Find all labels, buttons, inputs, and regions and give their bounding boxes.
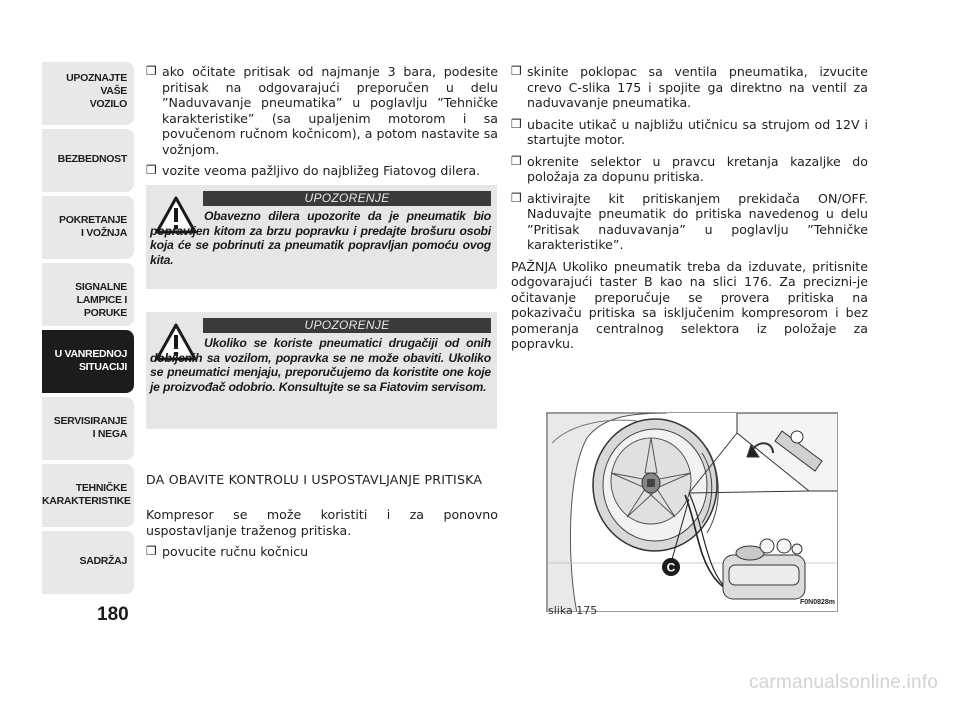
list-item-text: okrenite selektor u pravcu kretanja kazaljke do položaja za dopunu pritiska. [527, 153, 868, 184]
warning-box [146, 312, 497, 429]
tab-signalne-lampice[interactable] [42, 263, 134, 326]
figure-label: C [666, 560, 676, 575]
list-item [146, 163, 498, 179]
tab-label: LAMPICE I PORUKE [76, 294, 127, 319]
section-intro: Kompresor se može koristiti i za ponovno uspostavljanje traženog pritiska. [146, 507, 498, 538]
tab-label: VAŠE [100, 85, 127, 97]
checkbox-bullet-icon: ❒ [511, 153, 522, 168]
warning-text: Ukoliko se koriste pneumatici drugačiji od onih dobijenih sa vozilom, popravka se ne može obaviti. Ukoliko se pneumatici menjaju, preporučujemo da koristite one koje je proizvođač odobrio. Konsultujte se sa Fiatovim servisom. [150, 336, 491, 394]
tab-u-vanrednoj-situaciji[interactable] [42, 330, 134, 393]
tab-tehnicke-karakteristike[interactable] [42, 464, 134, 527]
figure-code: F0N0828m [800, 599, 836, 606]
warning-title: UPOZORENJE [203, 191, 491, 206]
list-item-text: skinite poklopac sa ventila pneumatika, izvucite crevo C-slika 175 i spojite ga direktno na ventil za naduvavanje pneumatika. [527, 64, 868, 110]
tab-upoznajte-vase-vozilo[interactable] [42, 62, 134, 125]
tab-label: I NEGA [92, 428, 127, 440]
list-item-text: ako očitate pritisak od najmanje 3 bara, podesite pritisak na odgovarajući preporučen u delu ”Naduvavanje pneumatika” u poglavlju ”Tehničke karakteristike” (sa upaljenim motorom i sa povučenom ručnom kočnicom), a potom nastavite sa vožnjom. [162, 64, 498, 157]
tab-label: SITUACIJI [78, 361, 127, 373]
page-number: 180 [97, 604, 129, 625]
left-column-top [146, 64, 498, 185]
attention-paragraph: PAŽNJA Ukoliko pneumatik treba da izduvate, pritisnite odgovarajući taster B kao na slici 176. Za precizni-je očitavanje preporučuje se provera pritiska na pokazivaču pritiska sa isključenim kompresorom i bez pomeranja centralnog selektora iz položaje za popravku. [511, 258, 868, 351]
tab-label: TEHNIČKE [75, 482, 127, 494]
warning-text: Obavezno dilera upozorite da je pneumatik bio popravljen kitom za brzu popravku i predajte brošuru osobi koja će se pobrinuti za pneumatik popravljan pomoću ovog kita. [150, 209, 491, 267]
tab-label: SADRŽAJ [79, 555, 127, 567]
tab-sadrzaj[interactable] [42, 531, 134, 594]
list-item [511, 154, 868, 185]
list-item [146, 544, 498, 560]
tab-label: KARAKTERISTIKE [42, 495, 131, 507]
list-item [146, 64, 498, 157]
section-heading: DA OBAVITE KONTROLU I USPOSTAVLJANJE PRITISKA [146, 472, 483, 487]
warning-box [146, 185, 497, 289]
tab-label: I VOŽNJA [80, 227, 127, 239]
watermark: carmanualsonline.info [748, 672, 938, 693]
list-item [511, 64, 868, 111]
tab-label: POKRETANJE [59, 214, 127, 226]
tire-compressor-illustration [547, 413, 838, 612]
list-item-text: aktivirajte kit pritiskanjem prekidača ON/OFF. Naduvajte pneumatik do pritiska navedenog u delu ”Pritisak naduvavanja” u poglavlju ”Tehničke karakteristike”. [527, 190, 868, 252]
tab-servisiranje-i-nega[interactable] [42, 397, 134, 460]
tab-label: SERVISIRANJE [53, 415, 127, 427]
tab-bezbednost[interactable] [42, 129, 134, 192]
checkbox-bullet-icon: ❒ [146, 64, 157, 78]
checkbox-bullet-icon: ❒ [511, 64, 522, 78]
checkbox-bullet-icon: ❒ [511, 116, 522, 131]
tab-pokretanje-i-voznja[interactable] [42, 196, 134, 259]
list-item [511, 117, 868, 148]
right-column [511, 64, 868, 358]
tab-label: VOZILO [89, 98, 127, 110]
tab-label: SIGNALNE [75, 281, 127, 293]
warning-title: UPOZORENJE [203, 318, 491, 333]
tab-label: U VANREDNOJ [54, 348, 127, 360]
checkbox-bullet-icon: ❒ [146, 544, 157, 558]
tab-label: UPOZNAJTE [66, 72, 127, 84]
list-item-text: ubacite utikač u najbližu utičnicu sa strujom od 12V i startujte motor. [527, 116, 868, 147]
figure-caption: slika 175 [548, 604, 598, 617]
list-item-text: povucite ručnu kočnicu [162, 544, 309, 559]
list-item-text: vozite veoma pažljivo do najbližeg Fiatovog dilera. [162, 163, 481, 178]
list-item [511, 191, 868, 253]
checkbox-bullet-icon: ❒ [146, 163, 157, 177]
left-column-bottom [146, 507, 498, 566]
checkbox-bullet-icon: ❒ [511, 190, 522, 205]
tab-label: BEZBEDNOST [57, 153, 127, 165]
figure-tire-compressor [546, 412, 838, 612]
